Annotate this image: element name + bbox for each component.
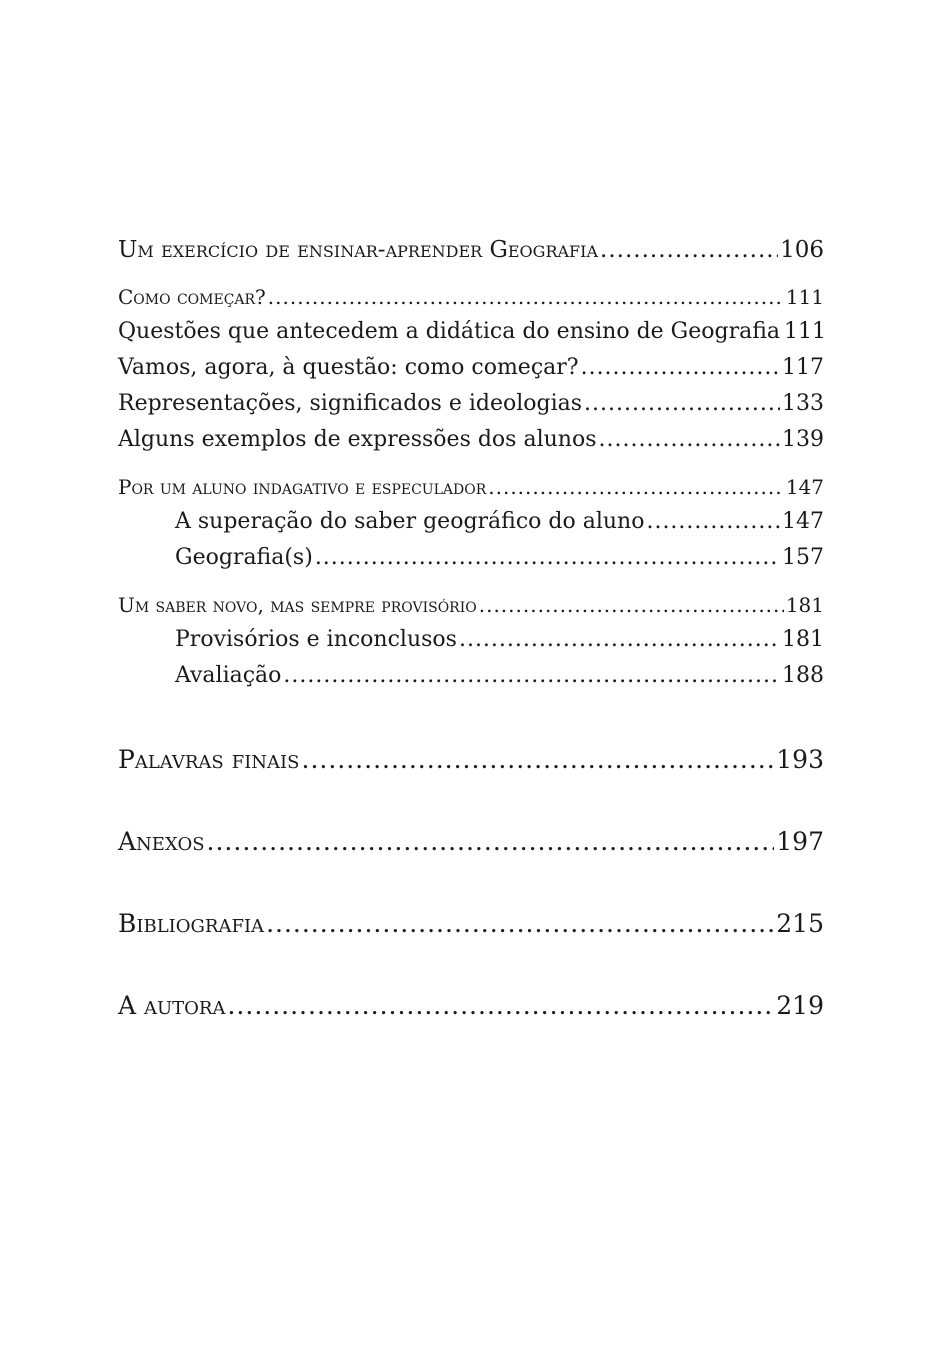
toc-leader-dots (315, 540, 780, 576)
toc-leader-dots (266, 904, 774, 944)
toc-entry (118, 470, 824, 504)
toc-entry-title: A superação do saber geográfico do aluno (175, 509, 645, 534)
toc-entry-title: Palavras finais (118, 745, 300, 774)
toc-entry (118, 280, 824, 314)
toc-leader-dots (488, 470, 784, 504)
toc-entry-title: Anexos (118, 827, 205, 856)
toc-entry (118, 622, 824, 658)
toc-entry-title: Alguns exemplos de expressões dos alunos (118, 427, 597, 452)
toc-entry-page: 147 (782, 509, 824, 534)
toc-entry (118, 422, 824, 458)
toc-leader-dots (600, 232, 778, 268)
toc-entry-page: 215 (776, 909, 824, 938)
toc-leader-dots (302, 740, 775, 780)
toc-entry (118, 740, 824, 780)
toc-entry-page: 111 (785, 285, 824, 309)
toc-entry-title: Geografia(s) (175, 545, 313, 570)
toc-entry-page: 219 (776, 991, 824, 1020)
toc-leader-dots (283, 658, 780, 694)
toc-entry (118, 986, 824, 1026)
toc-entry-page: 181 (785, 593, 824, 617)
toc-entry-page: 181 (782, 627, 824, 652)
toc-entry (118, 822, 824, 862)
toc-entry-title: Por um aluno indagativo e especulador (118, 475, 487, 499)
toc-entry (118, 386, 824, 422)
toc-entry-title: Provisórios e inconclusos (175, 627, 457, 652)
toc-entry-title: Um exercício de ensinar-aprender Geografia (118, 237, 599, 263)
toc-entry-page: 117 (782, 355, 824, 380)
toc-leader-dots (646, 504, 780, 540)
toc-entry-page: 193 (776, 745, 824, 774)
toc-leader-dots (581, 350, 780, 386)
toc-entry-page: 157 (782, 545, 824, 570)
toc-entry-page: 147 (785, 475, 824, 499)
toc-entry-title: A autora (118, 991, 226, 1020)
toc-entry-page: 197 (776, 827, 824, 856)
toc-leader-dots (599, 422, 781, 458)
toc-entry (118, 588, 824, 622)
toc-leader-dots (268, 280, 784, 314)
table-of-contents (118, 232, 827, 1026)
toc-entry (118, 540, 824, 576)
toc-entry-title: Representações, significados e ideologias (118, 391, 583, 416)
toc-entry-page: 188 (782, 663, 824, 688)
toc-leader-dots (459, 622, 780, 658)
toc-entry-page: 139 (782, 427, 824, 452)
toc-entry-title: Um saber novo, mas sempre provisório (118, 593, 477, 617)
toc-entry-title: Bibliografia (118, 909, 265, 938)
toc-entry-page: 106 (780, 237, 824, 263)
toc-entry-title: Questões que antecedem a didática do ensino de Geografia (118, 319, 781, 344)
toc-entry (118, 232, 824, 268)
toc-entry (118, 314, 827, 350)
toc-entry (118, 350, 824, 386)
toc-entry-title: Vamos, agora, à questão: como começar? (118, 355, 579, 380)
toc-entry (118, 504, 824, 540)
toc-entry-page: 133 (782, 391, 824, 416)
toc-leader-dots (227, 986, 774, 1026)
toc-leader-dots (207, 822, 775, 862)
toc-entry-page: 111 (784, 319, 827, 344)
toc-leader-dots (584, 386, 780, 422)
toc-leader-dots (479, 588, 784, 622)
toc-entry-title: Como começar? (118, 285, 266, 309)
toc-entry (118, 904, 824, 944)
toc-entry (118, 658, 824, 694)
toc-entry-title: Avaliação (175, 663, 282, 688)
